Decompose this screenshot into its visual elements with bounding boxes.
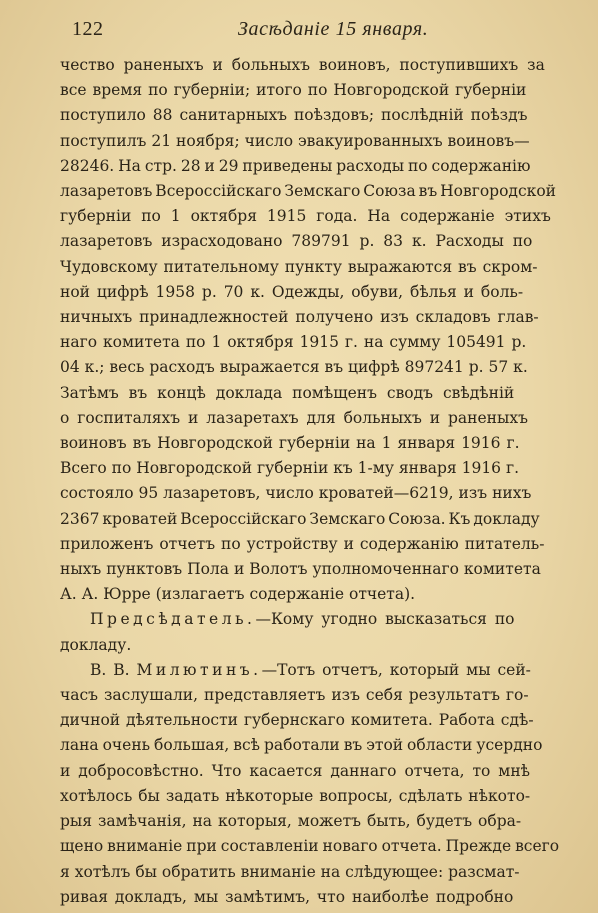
text-line: поступило 88 санитарныхъ поѣздовъ; послѣдній поѣздъ <box>60 106 528 125</box>
text-line: ривая докладъ, мы замѣтимъ, что наиболѣе подробно <box>60 887 514 906</box>
text-line: хотѣлось бы задать нѣкоторые вопросы, сдѣлать нѣкото- <box>60 786 531 805</box>
text-line: губерніи по 1 октября 1915 года. На содержаніе этихъ <box>60 207 551 226</box>
speaker-name: Милютинъ. <box>136 660 262 679</box>
speaker-initials: В. В. <box>90 660 130 679</box>
text-line: ничныхъ принадлежностей получено изъ складовъ глав- <box>60 308 539 327</box>
text-line: щено вниманіе при составленіи новаго отчета. Прежде всего <box>60 837 560 856</box>
page-header <box>60 14 560 44</box>
page-body <box>60 53 586 910</box>
speech-text: —Кому угодно высказаться по <box>255 610 515 629</box>
text-line: лазаретовъ израсходовано 789791 р. 83 к. Расходы по <box>60 232 533 251</box>
text-line: лана очень большая, всѣ работали въ этой области усердно <box>60 736 543 755</box>
text-line: воиновъ въ Новгородской губерніи на 1 января 1916 г. <box>60 434 520 453</box>
text-line: о госпиталяхъ и лазаретахъ для больныхъ и раненыхъ <box>60 408 528 427</box>
page-number: 122 <box>72 18 104 40</box>
text-line: А. А. Юрре (излагаетъ содержаніе отчета). <box>60 585 416 604</box>
text-line: часъ заслушали, представляетъ изъ себя результатъ го- <box>60 686 529 705</box>
running-title: Засѣданіе 15 января. <box>238 18 429 40</box>
text-line: Всего по Новгородской губерніи къ 1-му января 1916 г. <box>60 459 520 478</box>
text-line: чество раненыхъ и больныхъ воиновъ, поступившихъ за <box>60 56 545 74</box>
text-line: 28246. На стр. 28 и 29 приведены расходы по содержанію <box>60 156 531 175</box>
paragraph-report-summary <box>60 53 586 607</box>
text-line: все время по губерніи; итого по Новгородской губерніи <box>60 81 527 100</box>
text-line: и добросовѣстно. Что касается даннаго отчета, то мнѣ <box>60 761 531 780</box>
text-line <box>60 607 586 632</box>
speaker-name: Предсѣдатель. <box>90 610 256 629</box>
text-line: состояло 95 лазаретовъ, число кроватей—6219, изъ нихъ <box>60 484 532 503</box>
text-line: ныхъ пунктовъ Пола и Волотъ уполномоченнаго комитета <box>60 560 541 579</box>
text-line: 04 к.; весь расходъ выражается въ цифрѣ 897241 р. 57 к. <box>60 358 528 377</box>
text-line: Затѣмъ въ концѣ доклада помѣщенъ сводъ свѣдѣній <box>60 383 515 402</box>
text-line: наго комитета по 1 октября 1915 г. на сумму 105491 р. <box>60 333 527 352</box>
text-line: лазаретовъ Всероссійскаго Земскаго Союза въ Новгородской <box>60 182 556 201</box>
paragraph-chairman <box>60 607 586 657</box>
text-line: я хотѣлъ бы обратить вниманіе на слѣдующее: разсмат- <box>60 862 520 881</box>
text-line: поступилъ 21 ноября; число эвакуированныхъ воиновъ— <box>60 131 530 150</box>
text-line: дичной дѣятельности губернскаго комитета. Работа сдѣ- <box>60 711 534 730</box>
paragraph-milyutin <box>60 658 586 910</box>
text-line: Чудовскому питательному пункту выражаются въ скром- <box>60 257 538 276</box>
text-line: приложенъ отчетъ по устройству и содержанію питатель- <box>60 534 545 553</box>
text-line: рыя замѣчанія, на которыя, можетъ быть, будетъ обра- <box>60 812 522 831</box>
speech-text: —Тотъ отчетъ, который мы сей- <box>261 660 531 679</box>
text-line: 2367 кроватей Всероссійскаго Земскаго Союза. Къ докладу <box>60 509 540 528</box>
text-line: докладу. <box>60 635 132 654</box>
text-line <box>60 658 586 683</box>
text-line: ной цифрѣ 1958 р. 70 к. Одежды, обуви, бѣлья и боль- <box>60 282 524 301</box>
